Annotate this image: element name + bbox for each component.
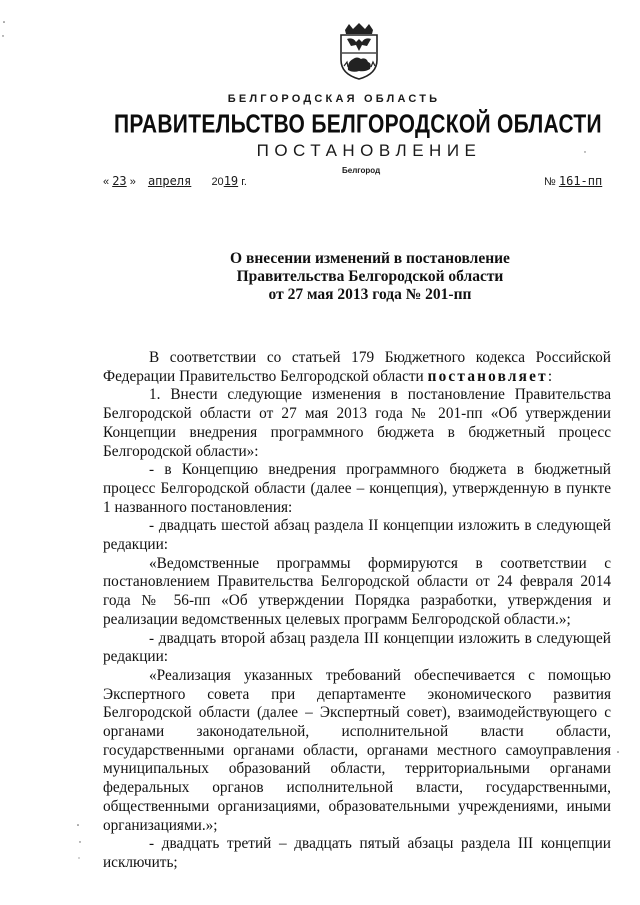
paragraph-quote-1: «Ведомственные программы формируются в соответствии с постановлением Правительства Белгородской области от 24 февраля 2014 года № 56-пп «Об утверждении Порядка разработки, утверждения и реализации ведомственных целевых программ Белгородской области.»; <box>103 554 611 628</box>
resolve-word: постановляет <box>427 367 548 385</box>
document-type: ПОСТАНОВЛЕНИЕ <box>256 141 482 160</box>
document-body <box>103 349 611 873</box>
document-date <box>103 174 247 188</box>
date-month: апреля <box>147 174 192 188</box>
preamble-end: : <box>547 367 553 385</box>
government-name: ПРАВИТЕЛЬСТВО БЕЛГОРОДСКОЙ ОБЛАСТИ <box>114 110 602 139</box>
number-label: № <box>544 176 556 188</box>
paragraph-section-3: - двадцать второй абзац раздела III концепции изложить в следующей редакции: <box>103 629 611 666</box>
preamble-text: В соответствии со статьей 179 Бюджетного кодекса Российской Федерации Правительство Белгородской области <box>103 349 611 385</box>
date-open-quote: « <box>103 176 110 188</box>
paragraph-exclude: - двадцать третий – двадцать пятый абзацы раздела III концепции исключить; <box>103 835 611 871</box>
paragraph-preamble <box>103 349 611 386</box>
city-name: Белгород <box>342 166 381 175</box>
date-year-abbr: г. <box>241 176 247 188</box>
title-line: Правительства Белгородской области <box>236 268 504 285</box>
paragraph-concept: - в Концепцию внедрения программного бюджета в бюджетный процесс Белгородской области (далее – концепция), утвержденную в пункте 1 названного постановления: <box>103 461 611 516</box>
title-line: О внесении изменений в постановление <box>230 250 510 267</box>
paragraph-section-2: - двадцать шестой абзац раздела II концепции изложить в следующей редакции: <box>103 517 611 554</box>
date-year-suffix: 19 <box>223 174 239 188</box>
region-name: БЕЛГОРОДСКАЯ ОБЛАСТЬ <box>227 93 441 105</box>
paragraph-quote-2: «Реализация указанных требований обеспечивается с помощью Экспертного совета при департаменте экономического развития Белгородской области (далее – Экспертный совет), взаимодействующего с органами законодательной, исполнительной власти области, государственными органами области, органами местного самоуправления муниципальных образований области, территориальными органами федеральных органов исполнительной власти, государственными, общественными организациями, образовательными учреждениями, иными организациями.»; <box>103 666 611 834</box>
date-close-quote: » <box>129 176 136 188</box>
document-title <box>0 250 640 304</box>
paragraph-item-1: 1. Внести следующие изменения в постановление Правительства Белгородской области от 27 мая 2013 года № 201-пп «Об утверждении Концепции внедрения программного бюджета в бюджетный процесс Белгородской области»: <box>103 386 611 460</box>
title-line: от 27 мая 2013 года № 201-пп <box>268 286 472 303</box>
belgorod-coat-of-arms-icon <box>335 22 383 80</box>
date-day: 23 <box>112 174 127 188</box>
date-year-prefix: 20 <box>211 176 224 188</box>
number-value: 161-пп <box>558 174 603 188</box>
document-number <box>544 174 602 188</box>
